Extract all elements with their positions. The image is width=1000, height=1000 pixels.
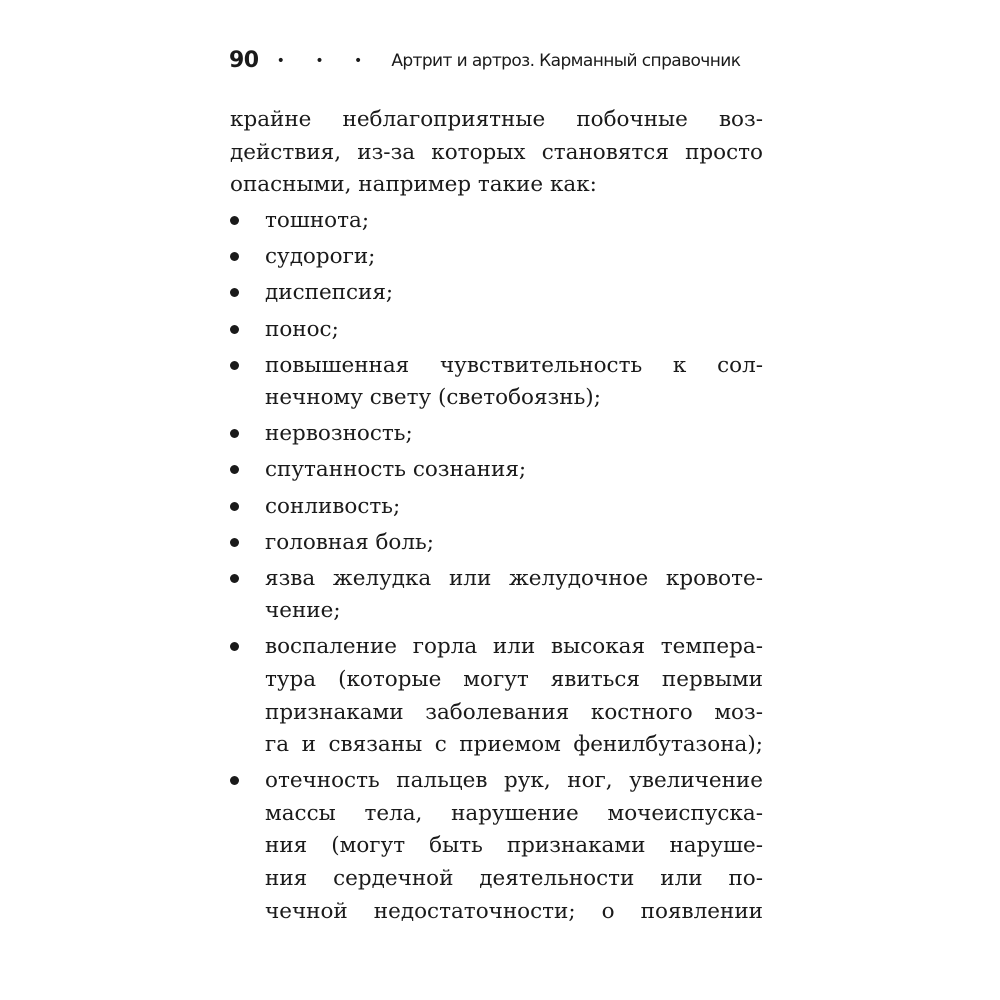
text-line: повышенная чувствительность к сол- xyxy=(265,352,763,378)
bullet-icon xyxy=(230,465,239,474)
bullet-icon xyxy=(230,538,239,547)
text-line: спутанность сознания; xyxy=(265,457,527,483)
list-item xyxy=(230,563,763,628)
bullet-icon xyxy=(230,288,239,297)
text-line: признаками заболевания костного моз- xyxy=(265,699,763,725)
bullet-icon xyxy=(230,216,239,225)
bullet-icon xyxy=(230,429,239,438)
text-line: понос; xyxy=(265,316,339,342)
text-line: воспаление горла или высокая темпера- xyxy=(265,634,763,660)
header-separator: • • • xyxy=(276,52,376,69)
bullet-icon xyxy=(230,252,239,261)
text-line: головная боль; xyxy=(265,529,434,555)
side-effects-list xyxy=(230,205,763,928)
text-line: тура (которые могут явиться первыми xyxy=(265,667,763,692)
list-item xyxy=(230,491,763,524)
list-item xyxy=(230,241,763,274)
bullet-icon xyxy=(230,642,239,651)
bullet-icon xyxy=(230,574,239,583)
list-item xyxy=(230,631,763,761)
bullet-icon xyxy=(230,361,239,370)
bullet-icon xyxy=(230,776,239,785)
list-item xyxy=(230,418,763,451)
text-line: отечность пальцев рук, ног, увеличение xyxy=(265,768,763,794)
text-line: крайне неблагоприятные побочные воз- xyxy=(230,107,763,132)
running-header xyxy=(229,48,740,73)
text-line: судороги; xyxy=(265,244,376,270)
list-item xyxy=(230,277,763,310)
page-number: 90 xyxy=(229,48,259,73)
text-line: нечному свету (светобоязнь); xyxy=(265,385,601,411)
bullet-icon xyxy=(230,502,239,511)
running-title: Артрит и артроз. Карманный справочник xyxy=(391,50,741,71)
text-line: чечной недостаточности; о появлении xyxy=(265,898,763,924)
text-line: диспепсия; xyxy=(265,280,394,306)
text-line: ния сердечной деятельности или по- xyxy=(265,866,763,892)
text-line: язва желудка или желудочное кровоте- xyxy=(265,565,763,591)
text-line: тошнота; xyxy=(265,208,370,234)
text-line: сонливость; xyxy=(265,493,401,519)
list-item xyxy=(230,765,763,928)
text-line: опасными, например такие как: xyxy=(230,172,597,198)
text-line: нервозность; xyxy=(265,421,413,447)
text-line: га и связаны с приемом фенилбутазона); xyxy=(265,732,763,758)
text-line: чение; xyxy=(265,598,341,624)
body-text xyxy=(230,104,763,928)
list-item xyxy=(230,205,763,238)
text-line: массы тела, нарушение мочеиспуска- xyxy=(265,800,763,826)
bullet-icon xyxy=(230,325,239,334)
intro-paragraph xyxy=(230,104,763,202)
text-line: ния (могут быть признаками наруше- xyxy=(265,833,763,859)
list-item xyxy=(230,350,763,415)
text-line: действия, из-за которых становятся просто xyxy=(230,139,763,165)
list-item xyxy=(230,527,763,560)
list-item xyxy=(230,454,763,487)
list-item xyxy=(230,314,763,347)
